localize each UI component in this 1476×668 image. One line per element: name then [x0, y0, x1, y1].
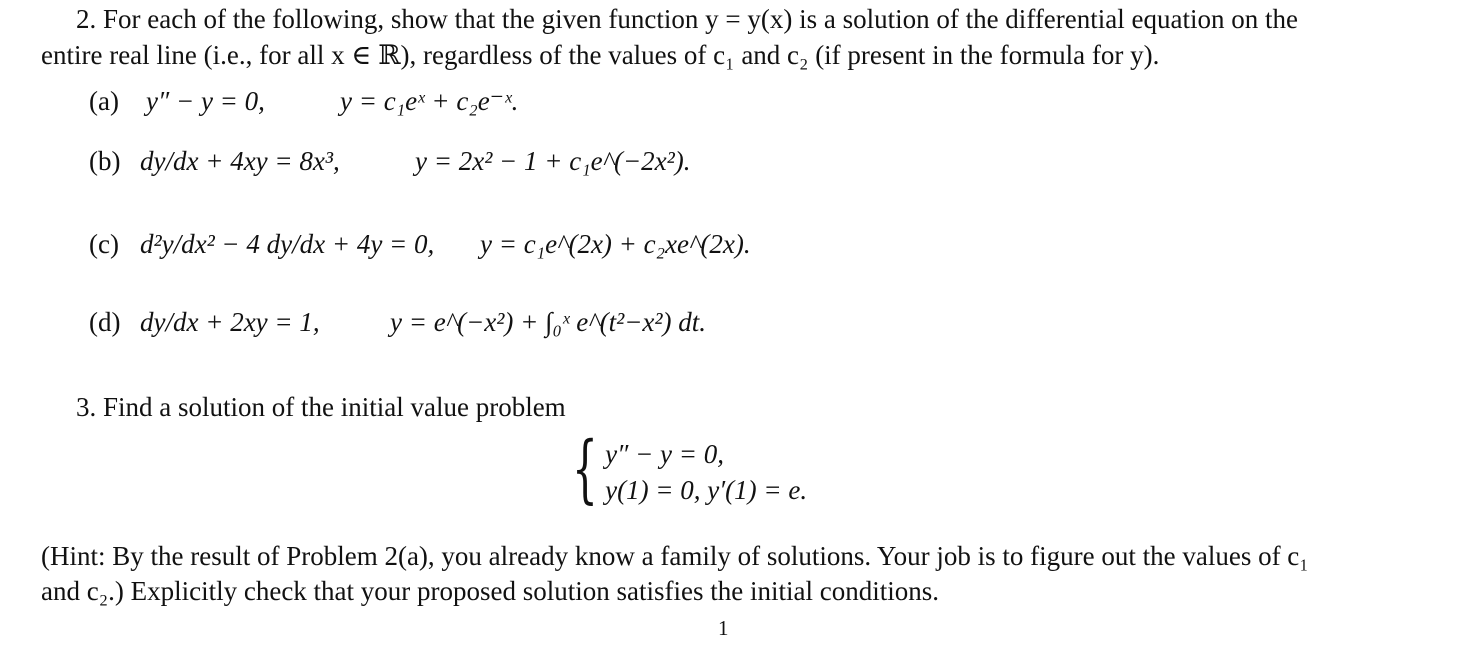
part-a-label: (a) [89, 86, 119, 116]
part-d-label: (d) [89, 307, 121, 337]
problem-2-statement-line-2: entire real line (i.e., for all x ∈ ℝ), regardless of the values of c₁ and c₂ (if present in the formula for y). [41, 40, 1160, 70]
hint-line-2: and c₂.) Explicitly check that your proposed solution satisfies the initial conditions. [41, 576, 939, 606]
hint-line-1: (Hint: By the result of Problem 2(a), you already know a family of solutions. Your job is to figure out the values of c₁ [41, 541, 1309, 571]
part-c-equation: d²y/dx² − 4 dy/dx + 4y = 0, [140, 229, 435, 259]
system-equation: y″ − y = 0, [605, 439, 724, 470]
problem-2-statement-line-1: 2. For each of the following, show that the given function y = y(x) is a solution of the differential equation on the [76, 4, 1298, 34]
part-c-label: (c) [89, 229, 119, 259]
page-number: 1 [718, 616, 729, 640]
part-c-solution: y = c₁e^(2x) + c₂xe^(2x). [480, 229, 751, 259]
initial-value-system [572, 426, 808, 512]
system-initial-conditions: y(1) = 0, y′(1) = e. [605, 475, 808, 505]
left-brace: { [572, 426, 598, 512]
part-b-solution: y = 2x² − 1 + c₁e^(−2x²). [415, 146, 691, 176]
part-a-equation: y″ − y = 0, [146, 86, 265, 116]
part-b-equation: dy/dx + 4xy = 8x³, [140, 146, 340, 176]
part-d-solution: y = e^(−x²) + ∫₀ˣ e^(t²−x²) dt. [390, 307, 706, 337]
part-d-equation: dy/dx + 2xy = 1, [140, 307, 320, 337]
problem-3-statement: 3. Find a solution of the initial value problem [76, 392, 566, 422]
part-b-label: (b) [89, 146, 121, 176]
part-a-solution: y = c₁eˣ + c₂e⁻ˣ. [340, 86, 519, 116]
